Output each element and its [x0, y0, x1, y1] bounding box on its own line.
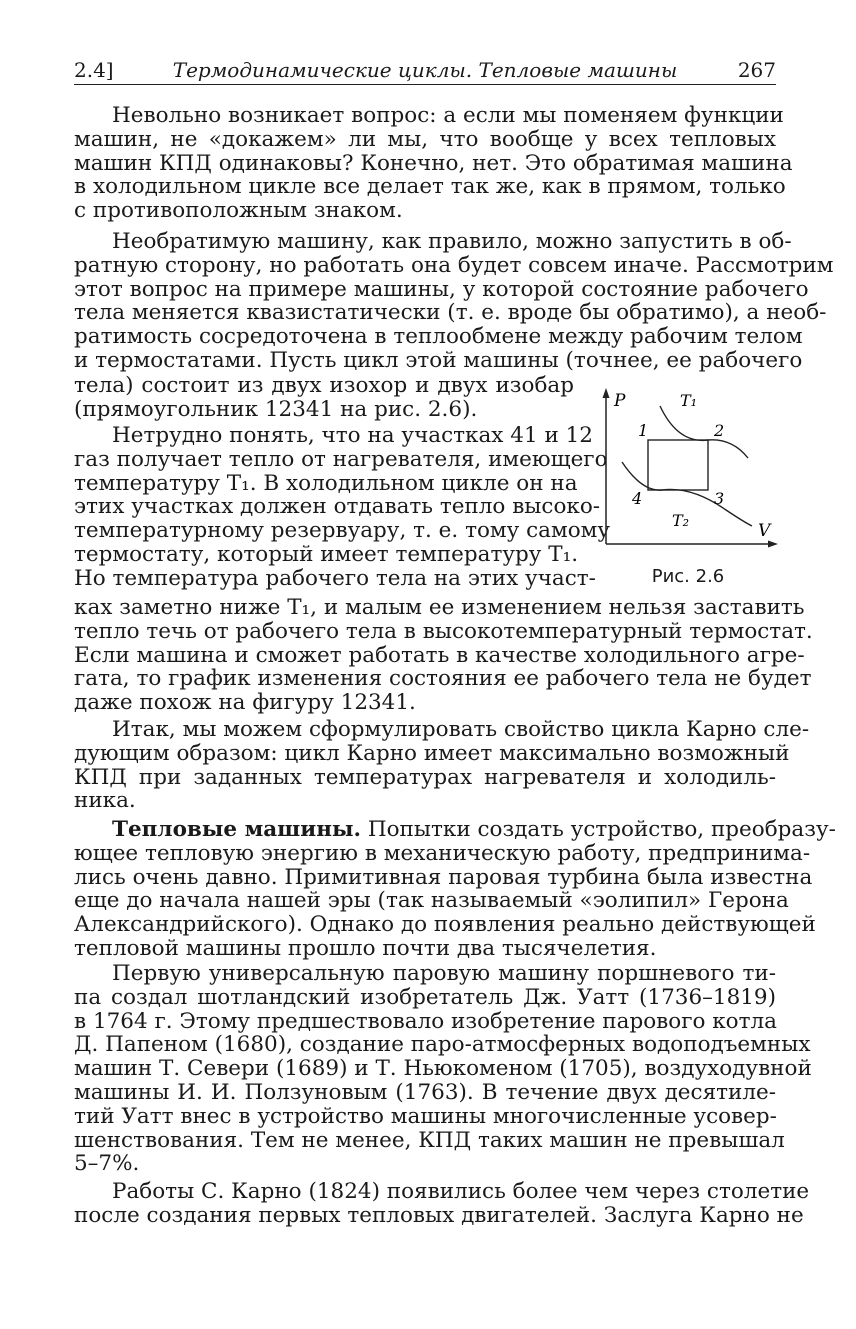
text-line: шенствования. Тем не менее, КПД таких машин не превышал	[74, 1127, 785, 1153]
text-line: лись очень давно. Примитивная паровая турбина была известна	[74, 864, 813, 890]
text-line: температуру T₁. В холодильном цикле он на	[74, 470, 578, 496]
paragraph-3	[74, 423, 611, 591]
paragraph-5	[74, 817, 836, 961]
text-line: машин, не «докажем» ли мы, что вообще у всех тепловых	[74, 126, 776, 152]
text-line: Нетрудно понять, что на участках 41 и 12	[112, 423, 593, 448]
isotherm-t1	[660, 406, 748, 458]
text-line: ках заметно ниже T₁, и малым ее изменением нельзя заставить	[74, 595, 805, 620]
text-line: с противоположным знаком.	[74, 198, 403, 224]
text-line: этих участках должен отдавать тепло высоко-	[74, 494, 601, 520]
corner-label-2: 2	[714, 421, 725, 440]
text-line: температурному резервуару, т. е. тому самому	[74, 518, 611, 544]
text-line: Первую универсальную паровую машину поршневого ти-	[112, 961, 776, 986]
paragraph-7	[74, 1179, 810, 1228]
cycle-rectangle	[648, 440, 708, 490]
text-line: Тепловые машины. Попытки создать устройство, преобразу-	[112, 817, 836, 842]
text-line: машин Т. Севери (1689) и Т. Ньюкоменом (1705), воздуходувной	[74, 1056, 812, 1082]
paragraph-2-continued	[74, 374, 574, 422]
paragraph-2	[74, 229, 834, 373]
text-line: Если машина и сможет работать в качестве холодильного агре-	[74, 642, 805, 668]
paragraph-1	[74, 103, 793, 224]
text-line: дующим образом: цикл Карно имеет максимально возможный	[74, 740, 790, 766]
text-line: этот вопрос на примере машины, у которой состояние рабочего	[74, 276, 809, 302]
text-line: 5–7%.	[74, 1151, 140, 1177]
text-line: Александрийского). Однако до появления реально действующей	[74, 912, 816, 938]
text-line: ника.	[74, 788, 136, 814]
corner-label-1: 1	[638, 421, 649, 440]
text-line: Работы С. Карно (1824) появились более чем через столетие	[112, 1179, 810, 1204]
text-line: тепловой машины прошло почти два тысячелетия.	[74, 935, 657, 961]
section-number: 2.4]	[74, 58, 114, 82]
isotherm-label-t2: T₂	[672, 511, 690, 530]
paragraph-3-continued	[74, 595, 813, 716]
text-line: (прямоугольник 12341 на рис. 2.6).	[74, 396, 478, 422]
text-line: Д. Папеном (1680), создание паро-атмосферных водоподъемных	[74, 1032, 811, 1058]
text-line: ратную сторону, но работать она будет совсем иначе. Рассмотрим	[74, 252, 834, 278]
text-line: тепло течь от рабочего тела в высокотемпературный термостат.	[74, 618, 813, 644]
pv-diagram	[596, 386, 780, 586]
text-line: тела) состоит из двух изохор и двух изобар	[74, 373, 574, 398]
p-axis-arrow	[603, 388, 610, 398]
text-line: в холодильном цикле все делает так же, как в прямом, только	[74, 174, 786, 200]
text-line: ратимость сосредоточена в теплообмене между рабочим телом	[74, 324, 803, 350]
section-heading: Тепловые машины.	[112, 817, 362, 842]
text-line: КПД при заданных температурах нагревателя и холодиль-	[74, 764, 776, 790]
text-line: в 1764 г. Этому предшествовало изобретение парового котла	[74, 1008, 777, 1034]
text-line: Необратимую машину, как правило, можно запустить в об-	[112, 229, 792, 254]
isotherm-label-t1: T₁	[680, 391, 698, 410]
running-header	[74, 56, 776, 85]
text-line: после создания первых тепловых двигателей. Заслуга Карно не	[74, 1202, 804, 1228]
axis-label-v: V	[758, 521, 771, 541]
text-line: машины И. И. Ползуновым (1763). В течение двух десятиле-	[74, 1079, 776, 1105]
corner-label-3: 3	[714, 489, 725, 508]
paragraph-6	[74, 961, 812, 1177]
figure-caption: Рис. 2.6	[651, 566, 725, 587]
text-line: еще до начала нашей эры (так называемый «эолипил» Герона	[74, 888, 789, 914]
corner-label-4: 4	[632, 489, 643, 508]
text-line: тела меняется квазистатически (т. е. вроде бы обратимо), а необ-	[74, 300, 827, 326]
paragraph-4	[74, 717, 810, 814]
text-line: ющее тепловую энергию в механическую работу, предпринима-	[74, 840, 811, 866]
text-line: термостату, который имеет температуру T₁.	[74, 541, 579, 567]
page-number: 267	[737, 58, 776, 82]
axis-label-p: P	[614, 391, 626, 411]
text-line: гата, то график изменения состояния ее рабочего тела не будет	[74, 666, 812, 692]
text-line: па создал шотландский изобретатель Дж. Уатт (1736–1819)	[74, 984, 776, 1010]
v-axis-arrow	[768, 541, 778, 548]
text-line: и термостатами. Пусть цикл этой машины (точнее, ее рабочего	[74, 347, 803, 373]
text-line: Но температура рабочего тела на этих участ-	[74, 565, 596, 591]
text-line: Итак, мы можем сформулировать свойство цикла Карно сле-	[112, 717, 810, 742]
text-line: газ получает тепло от нагревателя, имеющего	[74, 446, 608, 472]
text-line: тий Уатт внес в устройство машины многочисленные усовер-	[74, 1103, 777, 1129]
text-line: даже похож на фигуру 12341.	[74, 690, 416, 716]
text-line: машин КПД одинаковы? Конечно, нет. Это обратимая машина	[74, 150, 793, 176]
chapter-title: Термодинамические циклы. Тепловые машины	[172, 58, 678, 82]
text-line: Невольно возникает вопрос: а если мы поменяем функции	[112, 103, 784, 128]
